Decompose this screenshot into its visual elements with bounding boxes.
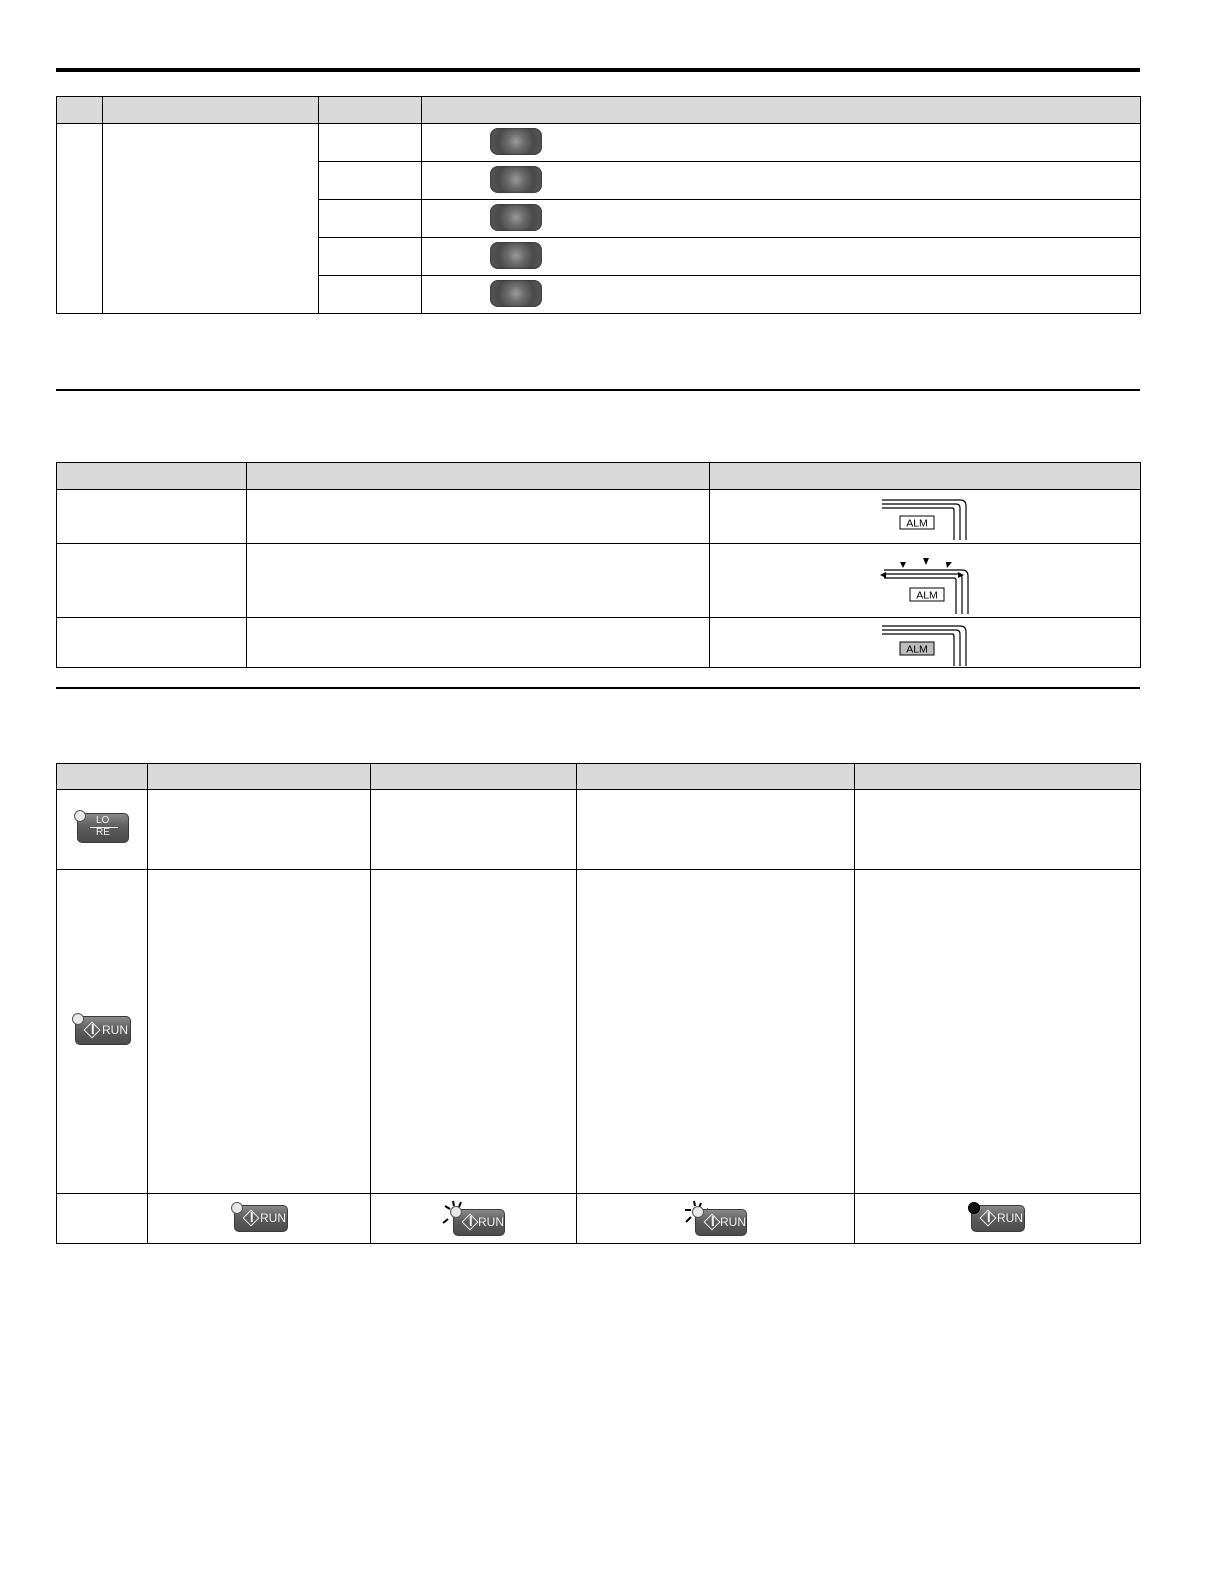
run-table-header bbox=[57, 764, 1141, 790]
table-cell bbox=[422, 124, 1141, 162]
table-cell bbox=[319, 200, 422, 238]
run-led-flashing-icon bbox=[695, 1209, 747, 1236]
run-label: RUN bbox=[997, 1211, 1023, 1225]
oval-key-icon bbox=[490, 242, 542, 269]
table-row bbox=[57, 1194, 1141, 1244]
alm-label: ALM bbox=[916, 589, 938, 602]
table-row bbox=[57, 124, 1141, 162]
oval-key-icon bbox=[490, 280, 542, 307]
alm-table-header bbox=[57, 463, 1141, 490]
table-cell bbox=[57, 870, 148, 1194]
table-cell bbox=[57, 790, 148, 870]
table-row bbox=[57, 544, 1141, 618]
alm-off-icon bbox=[880, 496, 970, 540]
table-cell bbox=[148, 870, 371, 1194]
table-cell bbox=[371, 1194, 577, 1244]
table-cell bbox=[148, 790, 371, 870]
led-flashing-icon bbox=[450, 1206, 462, 1218]
header-cell bbox=[103, 97, 319, 124]
table-cell bbox=[422, 276, 1141, 314]
table-cell bbox=[57, 544, 247, 618]
re-label: RE bbox=[96, 827, 110, 838]
table-cell bbox=[371, 790, 577, 870]
key-table bbox=[56, 96, 1141, 314]
top-rule bbox=[56, 68, 1140, 72]
header-cell bbox=[710, 463, 1141, 490]
table-cell bbox=[319, 238, 422, 276]
section-rule bbox=[56, 389, 1140, 391]
table-cell bbox=[855, 790, 1141, 870]
table-cell bbox=[319, 276, 422, 314]
run-label: RUN bbox=[720, 1215, 746, 1229]
table-cell bbox=[577, 870, 855, 1194]
run-diamond-icon bbox=[243, 1210, 260, 1227]
run-key-icon bbox=[75, 1016, 131, 1045]
table-cell bbox=[103, 124, 319, 314]
run-led-off-icon bbox=[234, 1205, 288, 1232]
table-cell bbox=[422, 238, 1141, 276]
table-cell bbox=[319, 124, 422, 162]
table-cell bbox=[247, 618, 710, 668]
table-cell bbox=[710, 618, 1141, 668]
table-cell bbox=[57, 490, 247, 544]
led-off-icon bbox=[231, 1202, 243, 1214]
table-cell bbox=[57, 618, 247, 668]
alm-label: ALM bbox=[906, 643, 928, 656]
key-table-header bbox=[57, 97, 1141, 124]
oval-key-icon bbox=[490, 166, 542, 193]
run-label: RUN bbox=[260, 1211, 286, 1225]
oval-key-icon bbox=[490, 128, 542, 155]
lo-label: LO bbox=[96, 815, 110, 826]
table-cell bbox=[710, 490, 1141, 544]
header-cell bbox=[57, 463, 247, 490]
header-cell bbox=[57, 764, 148, 790]
table-cell bbox=[57, 1194, 148, 1244]
table-row bbox=[57, 870, 1141, 1194]
table-cell bbox=[422, 200, 1141, 238]
table-row bbox=[57, 790, 1141, 870]
header-cell bbox=[577, 764, 855, 790]
header-cell bbox=[247, 463, 710, 490]
run-diamond-icon bbox=[704, 1214, 721, 1231]
run-table bbox=[56, 763, 1141, 1244]
led-icon bbox=[74, 810, 86, 822]
table-row bbox=[57, 490, 1141, 544]
header-cell bbox=[57, 97, 103, 124]
run-diamond-icon bbox=[462, 1214, 479, 1231]
header-cell bbox=[319, 97, 422, 124]
header-cell bbox=[371, 764, 577, 790]
section-rule bbox=[56, 687, 1140, 689]
led-on-icon bbox=[968, 1202, 980, 1214]
header-cell bbox=[422, 97, 1141, 124]
table-cell bbox=[577, 790, 855, 870]
header-cell bbox=[148, 764, 371, 790]
run-label: RUN bbox=[102, 1023, 128, 1037]
table-cell bbox=[855, 870, 1141, 1194]
lo-re-key-icon bbox=[77, 813, 129, 843]
run-diamond-icon bbox=[980, 1210, 997, 1227]
table-cell bbox=[422, 162, 1141, 200]
led-icon bbox=[72, 1013, 84, 1025]
header-cell bbox=[855, 764, 1141, 790]
table-cell bbox=[710, 544, 1141, 618]
led-flashing-icon bbox=[692, 1206, 704, 1218]
table-cell bbox=[247, 544, 710, 618]
table-cell bbox=[577, 1194, 855, 1244]
table-cell bbox=[855, 1194, 1141, 1244]
alm-on-icon bbox=[880, 622, 970, 666]
run-label: RUN bbox=[478, 1215, 504, 1229]
table-cell bbox=[148, 1194, 371, 1244]
alm-table bbox=[56, 462, 1141, 668]
run-diamond-icon bbox=[84, 1022, 101, 1039]
table-cell bbox=[371, 870, 577, 1194]
table-row bbox=[57, 618, 1141, 668]
alm-label: ALM bbox=[906, 517, 928, 530]
table-cell bbox=[247, 490, 710, 544]
alm-flashing-icon bbox=[878, 554, 974, 616]
run-led-on-icon bbox=[971, 1205, 1025, 1232]
run-led-flashing-icon bbox=[453, 1209, 505, 1236]
table-cell bbox=[57, 124, 103, 314]
oval-key-icon bbox=[490, 204, 542, 231]
table-cell bbox=[319, 162, 422, 200]
